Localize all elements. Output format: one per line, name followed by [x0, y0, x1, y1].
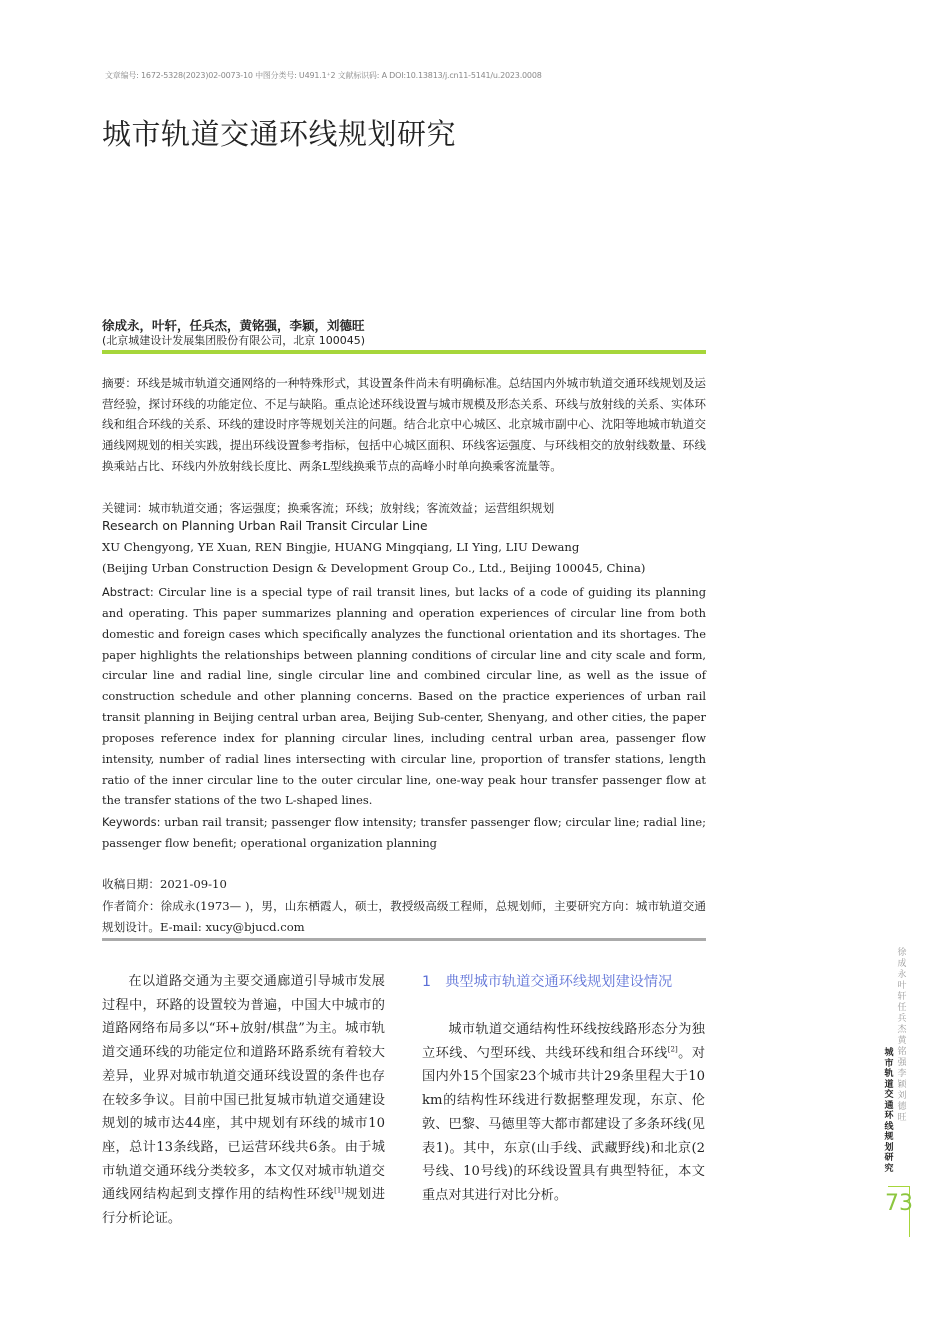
- citation-ref[interactable]: [2]: [667, 1045, 678, 1054]
- keywords-en-label: Keywords:: [102, 815, 161, 829]
- body-column-left: [102, 970, 385, 1231]
- body-text: 在以道路交通为主要交通廊道引导城市发展过程中，环路的设置较为普遍，中国大中城市的道路网络布局多以“环+放射/棋盘”为主。城市轨道交通环线的功能定位和道路环路系统有着较大差异，业界对城市轨道交通环线设置的条件也存在较多争议。目前中国已批复城市轨道交通建设规划的城市达44座，其中规划有环线的城市10座，总计13条线路，已运营环线共6条。由于城市轨道交通环线分类较多，本文仅对城市轨道交通线网结构起到支撑作用的结构性环线: [102, 974, 385, 1203]
- keywords-cn: [102, 498, 706, 519]
- body-text: 城市轨道交通结构性环线按线路形态分为独立环线、勺型环线、共线环线和组合环线: [422, 1022, 705, 1061]
- abstract-cn: [102, 373, 706, 477]
- keywords-en: [102, 812, 706, 854]
- page-number: 73: [885, 1191, 913, 1216]
- abstract-en: [102, 582, 706, 811]
- keywords-cn-text: 城市轨道交通；客运强度；换乘客流；环线；放射线；客流效益；运营组织规划: [148, 501, 555, 515]
- body-column-right: [422, 1018, 705, 1208]
- page-number-rule: [888, 1186, 910, 1187]
- abstract-cn-label: 摘要：: [102, 376, 137, 390]
- abstract-en-label: Abstract:: [102, 585, 154, 599]
- citation-ref[interactable]: [1]: [334, 1186, 345, 1195]
- body-paragraph: [102, 970, 385, 1231]
- body-text: 。对国内外15个国家23个城市共计29条里程大于10 km的结构性环线进行数据整理发现，东京、伦敦、巴黎、马德里等大都市都建设了多条环线(见表1)。其中，东京(山手线、武藏野线)和北京(2号线、10号线)的环线设置具有典型特征，本文重点对其进行对比分析。: [422, 1045, 706, 1203]
- english-authors: XU Chengyong, YE Xuan, REN Bingjie, HUANG Mingqiang, LI Ying, LIU Dewang: [102, 540, 580, 554]
- body-text: 规划进行分析论证。: [102, 1187, 386, 1227]
- article-title: 城市轨道交通环线规划研究: [102, 117, 457, 151]
- keywords-cn-label: 关键词：: [102, 501, 149, 515]
- keywords-en-text: urban rail transit; passenger flow intensity; transfer passenger flow; circular line; radial line; passenger flow benefit; operational organization planning: [102, 815, 706, 850]
- english-title: Research on Planning Urban Rail Transit Circular Line: [102, 519, 428, 533]
- abstract-cn-text: 环线是城市轨道交通网络的一种特殊形式，其设置条件尚未有明确标准。总结国内外城市轨道交通环线规划及运营经验，探讨环线的功能定位、不足与缺陷。重点论述环线设置与城市规模及形态关系、环线与放射线的关系、实体环线和组合环线的关系、环线的建设时序等规划关注的问题。结合北京中心城区、北京城市副中心、沈阳等地城市轨道交通线网规划的相关实践，提出环线设置参考指标，包括中心城区面积、环线客运强度、与环线相交的放射线数量、环线换乘站占比、环线内外放射线长度比、两条L型线换乘节点的高峰小时单向换乘客流量等。: [102, 376, 706, 473]
- front-matter-divider: [102, 938, 706, 941]
- running-title: 城市轨道交通环线规划研究: [884, 1048, 894, 1174]
- received-date: 收稿日期：2021-09-10: [102, 877, 227, 891]
- abstract-en-text: Circular line is a special type of rail transit lines, but lacks of a code of guiding its planning and operating. This paper summarizes planning and operation experiences of circular line from both domestic and foreign cases which specifically analyzes the functional orientation and its shortages. The paper highlights the relationships between planning conditions of circular line and city scale and form, circular line and radial line, single circular line and combined circular line, as well as the issue of construction schedule and other planning concerns. Based on the practice experiences of urban rail transit planning in Beijing central urban area, Beijing Sub-center, Shenyang, and other cities, the paper proposes reference index for planning circular lines, including central urban area, passenger flow intensity, number of radial lines intersecting with circular line, proportion of transfer stations, length ratio of the inner circular line to the outer circular line, one-way peak hour transfer passenger flow at the transfer stations of the two L-shaped lines.: [102, 585, 706, 808]
- article-metadata: 文章编号: 1672-5328(2023)02-0073-10 中图分类号: U491.1⁺2 文献标识码: A DOI:10.13813/j.cn11-5141/u.2023.0008: [105, 71, 542, 80]
- english-affiliation: (Beijing Urban Construction Design & Development Group Co., Ltd., Beijing 100045, China): [102, 561, 646, 575]
- body-paragraph: [422, 1018, 705, 1208]
- header-divider: [102, 350, 706, 354]
- author-list: 徐成永，叶轩，任兵杰，黄铭强，李颖，刘德旺: [102, 318, 365, 333]
- running-authors: 徐成永 叶轩 任兵杰 黄铭强 李颖 刘德旺: [897, 948, 916, 1123]
- author-bio: 作者简介：徐成永(1973— )，男，山东栖霞人，硕士，教授级高级工程师，总规划师，主要研究方向：城市轨道交通规划设计。E-mail: xucy@bjucd.com: [102, 899, 706, 934]
- section-heading: 1 典型城市轨道交通环线规划建设情况: [422, 974, 673, 990]
- author-affiliation: (北京城建设计发展集团股份有限公司，北京 100045): [102, 334, 366, 347]
